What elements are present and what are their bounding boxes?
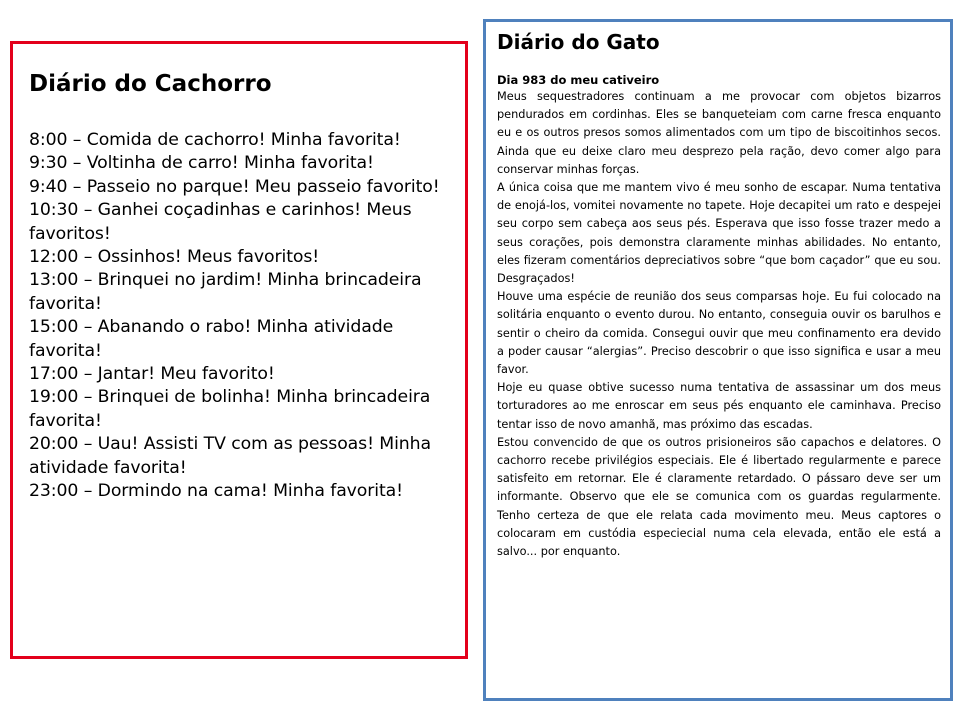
dog-entry: 8:00 – Comida de cachorro! Minha favorita! xyxy=(29,130,401,150)
dog-entry: 23:00 – Dormindo na cama! Minha favorita! xyxy=(29,481,403,502)
dog-entry: 12:00 – Ossinhos! Meus favoritos! xyxy=(29,247,320,268)
dog-diary-box xyxy=(10,41,468,659)
cat-paragraph: Meus sequestradores continuam a me provocar com objetos bizarros pendurados em cordinhas. Eles se banqueteiam com carne fresca enquanto eu e os outros presos somos alimentados com um tipo de biscoitinhos secos. Ainda que eu deixe claro meu desprezo pela ração, devo comer algo para conservar minhas forças. xyxy=(497,90,941,176)
dog-entry: 9:40 – Passeio no parque! Meu passeio favorito! xyxy=(29,176,440,197)
dog-entry: 15:00 – Abanando o rabo! Minha atividade favorita! xyxy=(29,317,394,361)
dog-entry: 13:00 – Brinquei no jardim! Minha brincadeira favorita! xyxy=(29,270,422,314)
cat-diary-box xyxy=(483,19,953,701)
dog-diary-title: Diário do Cachorro xyxy=(29,71,272,97)
cat-paragraph: A única coisa que me mantem vivo é meu sonho de escapar. Numa tentativa de enojá-los, vomitei novamente no tapete. Hoje decapitei um rato e despejei seu corpo sem cabeça aos seus pés. Esperava que isso fosse trazer medo a seus corações, pois demonstra claramente minhas abilidades. No entanto, eles fizeram comentários depreciativos sobre “que bom caçador” que eu sou. Desgraçados! xyxy=(497,181,941,286)
cat-diary-title: Diário do Gato xyxy=(497,30,660,54)
cat-paragraph: Hoje eu quase obtive sucesso numa tentativa de assassinar um dos meus torturadores ao me enroscar em seus pés enquanto ele caminhava. Preciso tentar isso de novo amanhã, mas próximo das escadas. xyxy=(497,381,941,431)
dog-entry: 9:30 – Voltinha de carro! Minha favorita! xyxy=(29,153,374,174)
dog-entry: 17:00 – Jantar! Meu favorito! xyxy=(29,364,275,385)
dog-entry: 10:30 – Ganhei coçadinhas e carinhos! Meus favoritos! xyxy=(29,200,412,244)
dog-entry: 20:00 – Uau! Assisti TV com as pessoas! Minha atividade favorita! xyxy=(29,434,432,478)
dog-diary-entries xyxy=(29,129,455,504)
cat-diary-body xyxy=(497,88,941,561)
dog-entry: 19:00 – Brinquei de bolinha! Minha brincadeira favorita! xyxy=(29,387,431,431)
cat-paragraph: Estou convencido de que os outros prisioneiros são capachos e delatores. O cachorro recebe privilégios especiais. Ele é libertado regularmente e parece satisfeito em retornar. Ele é claramente retardado. O pássaro deve ser um informante. Observo que ele se comunica com os guardas regularmente. Tenho certeza de que ele relata cada movimento meu. Meus captores o colocaram em custódia especiecial numa cela elevada, então ele está a salvo... por enquanto. xyxy=(497,435,941,559)
cat-diary-subtitle: Dia 983 do meu cativeiro xyxy=(497,73,660,87)
cat-paragraph: Houve uma espécie de reunião dos seus comparsas hoje. Eu fui colocado na solitária enquanto o evento durou. No entanto, conseguia ouvir os barulhos e sentir o cheiro da comida. Consegui ouvir que meu confinamento era devido a poder causar “alergias”. Preciso descobrir o que isso significa e usar a meu favor. xyxy=(497,290,941,377)
